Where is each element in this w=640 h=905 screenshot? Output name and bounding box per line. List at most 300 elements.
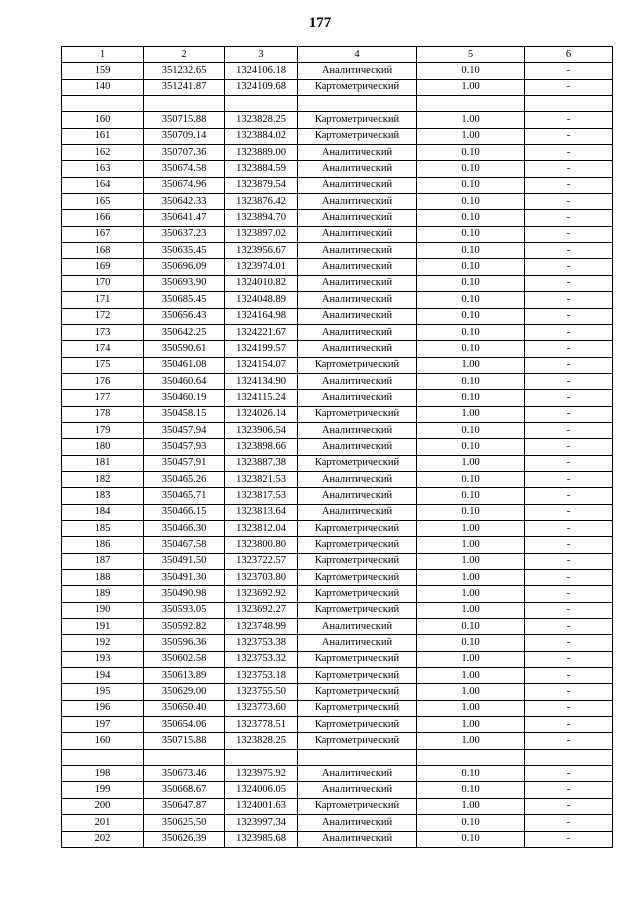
x-coordinate-cell: 350457.93 xyxy=(144,439,225,455)
method-cell: Картометрический xyxy=(298,112,417,128)
note-cell: - xyxy=(525,635,613,651)
accuracy-cell: 1.00 xyxy=(417,553,525,569)
method-cell: Картометрический xyxy=(298,668,417,684)
method-cell: Картометрический xyxy=(298,570,417,586)
note-cell: - xyxy=(525,324,613,340)
note-cell: - xyxy=(525,619,613,635)
method-cell: Аналитический xyxy=(298,308,417,324)
note-cell xyxy=(525,96,613,112)
table-row xyxy=(62,324,613,340)
y-coordinate-cell: 1323828.25 xyxy=(225,733,298,749)
y-coordinate-cell: 1323753.32 xyxy=(225,651,298,667)
y-coordinate-cell: 1323997.34 xyxy=(225,815,298,831)
note-cell: - xyxy=(525,292,613,308)
x-coordinate-cell: 350637.23 xyxy=(144,226,225,242)
x-coordinate-cell: 350715.88 xyxy=(144,733,225,749)
note-cell: - xyxy=(525,815,613,831)
accuracy-cell: 1.00 xyxy=(417,668,525,684)
method-cell: Аналитический xyxy=(298,488,417,504)
table-row xyxy=(62,504,613,520)
note-cell: - xyxy=(525,357,613,373)
table-row xyxy=(62,259,613,275)
x-coordinate-cell: 350491.50 xyxy=(144,553,225,569)
point-number-cell: 187 xyxy=(62,553,144,569)
table-row xyxy=(62,553,613,569)
note-cell: - xyxy=(525,390,613,406)
accuracy-cell: 1.00 xyxy=(417,406,525,422)
note-cell: - xyxy=(525,504,613,520)
y-coordinate-cell: 1323887.38 xyxy=(225,455,298,471)
accuracy-cell: 0.10 xyxy=(417,373,525,389)
y-coordinate-cell: 1323817.53 xyxy=(225,488,298,504)
y-coordinate-cell: 1323889.00 xyxy=(225,145,298,161)
method-cell: Картометрический xyxy=(298,455,417,471)
point-number-cell: 195 xyxy=(62,684,144,700)
table-row xyxy=(62,684,613,700)
point-number-cell: 176 xyxy=(62,373,144,389)
accuracy-cell: 1.00 xyxy=(417,79,525,95)
note-cell: - xyxy=(525,668,613,684)
x-coordinate-cell: 350467.58 xyxy=(144,537,225,553)
table-row xyxy=(62,537,613,553)
x-coordinate-cell xyxy=(144,96,225,112)
y-coordinate-cell: 1323800.80 xyxy=(225,537,298,553)
table-row xyxy=(62,210,613,226)
x-coordinate-cell: 350491.30 xyxy=(144,570,225,586)
note-cell: - xyxy=(525,259,613,275)
note-cell: - xyxy=(525,341,613,357)
table-row xyxy=(62,292,613,308)
x-coordinate-cell: 350590.61 xyxy=(144,341,225,357)
x-coordinate-cell: 350602.58 xyxy=(144,651,225,667)
note-cell: - xyxy=(525,112,613,128)
method-cell: Аналитический xyxy=(298,831,417,847)
x-coordinate-cell: 350593.05 xyxy=(144,602,225,618)
x-coordinate-cell: 350673.46 xyxy=(144,766,225,782)
accuracy-cell: 0.10 xyxy=(417,782,525,798)
column-header: 3 xyxy=(225,47,298,63)
table-body xyxy=(62,63,613,848)
method-cell: Аналитический xyxy=(298,635,417,651)
note-cell: - xyxy=(525,488,613,504)
x-coordinate-cell: 350647.87 xyxy=(144,798,225,814)
x-coordinate-cell: 350465.71 xyxy=(144,488,225,504)
accuracy-cell: 0.10 xyxy=(417,422,525,438)
table-row xyxy=(62,749,613,765)
note-cell: - xyxy=(525,651,613,667)
y-coordinate-cell: 1323722.57 xyxy=(225,553,298,569)
point-number-cell: 200 xyxy=(62,798,144,814)
accuracy-cell: 0.10 xyxy=(417,341,525,357)
method-cell: Аналитический xyxy=(298,145,417,161)
note-cell: - xyxy=(525,275,613,291)
y-coordinate-cell: 1324134.90 xyxy=(225,373,298,389)
y-coordinate-cell: 1323778.51 xyxy=(225,717,298,733)
point-number-cell: 160 xyxy=(62,112,144,128)
y-coordinate-cell: 1324109.68 xyxy=(225,79,298,95)
x-coordinate-cell: 350613.89 xyxy=(144,668,225,684)
method-cell: Аналитический xyxy=(298,226,417,242)
table-row xyxy=(62,194,613,210)
accuracy-cell: 0.10 xyxy=(417,619,525,635)
x-coordinate-cell: 350709.14 xyxy=(144,128,225,144)
y-coordinate-cell: 1324010.82 xyxy=(225,275,298,291)
y-coordinate-cell: 1324001.63 xyxy=(225,798,298,814)
method-cell: Картометрический xyxy=(298,798,417,814)
x-coordinate-cell xyxy=(144,749,225,765)
x-coordinate-cell: 350490.98 xyxy=(144,586,225,602)
table-row xyxy=(62,700,613,716)
accuracy-cell: 1.00 xyxy=(417,602,525,618)
x-coordinate-cell: 350674.96 xyxy=(144,177,225,193)
y-coordinate-cell: 1324164.98 xyxy=(225,308,298,324)
table-row xyxy=(62,308,613,324)
note-cell: - xyxy=(525,308,613,324)
y-coordinate-cell: 1323773.60 xyxy=(225,700,298,716)
note-cell: - xyxy=(525,700,613,716)
column-header: 4 xyxy=(298,47,417,63)
table-row xyxy=(62,455,613,471)
note-cell: - xyxy=(525,602,613,618)
y-coordinate-cell: 1324221.67 xyxy=(225,324,298,340)
accuracy-cell: 0.10 xyxy=(417,635,525,651)
x-coordinate-cell: 350460.19 xyxy=(144,390,225,406)
method-cell: Аналитический xyxy=(298,782,417,798)
table-row xyxy=(62,782,613,798)
y-coordinate-cell: 1323755.50 xyxy=(225,684,298,700)
point-number-cell: 183 xyxy=(62,488,144,504)
method-cell: Аналитический xyxy=(298,275,417,291)
method-cell: Аналитический xyxy=(298,422,417,438)
coordinates-table xyxy=(61,46,613,848)
y-coordinate-cell: 1323813.64 xyxy=(225,504,298,520)
y-coordinate-cell: 1323898.66 xyxy=(225,439,298,455)
table-row xyxy=(62,161,613,177)
accuracy-cell: 1.00 xyxy=(417,733,525,749)
note-cell: - xyxy=(525,766,613,782)
method-cell: Картометрический xyxy=(298,684,417,700)
note-cell: - xyxy=(525,243,613,259)
accuracy-cell: 1.00 xyxy=(417,455,525,471)
method-cell: Картометрический xyxy=(298,520,417,536)
accuracy-cell: 0.10 xyxy=(417,308,525,324)
table-row xyxy=(62,717,613,733)
method-cell: Картометрический xyxy=(298,357,417,373)
x-coordinate-cell: 350642.33 xyxy=(144,194,225,210)
table-row xyxy=(62,275,613,291)
accuracy-cell: 1.00 xyxy=(417,128,525,144)
y-coordinate-cell: 1323703.80 xyxy=(225,570,298,586)
point-number-cell: 197 xyxy=(62,717,144,733)
x-coordinate-cell: 350650.40 xyxy=(144,700,225,716)
note-cell xyxy=(525,749,613,765)
note-cell: - xyxy=(525,717,613,733)
method-cell xyxy=(298,749,417,765)
note-cell: - xyxy=(525,553,613,569)
accuracy-cell: 0.10 xyxy=(417,390,525,406)
point-number-cell: 184 xyxy=(62,504,144,520)
accuracy-cell: 0.10 xyxy=(417,471,525,487)
table-row xyxy=(62,145,613,161)
x-coordinate-cell: 350461.08 xyxy=(144,357,225,373)
y-coordinate-cell: 1324048.89 xyxy=(225,292,298,308)
table-row xyxy=(62,79,613,95)
method-cell: Картометрический xyxy=(298,586,417,602)
point-number-cell: 140 xyxy=(62,79,144,95)
table-row xyxy=(62,798,613,814)
point-number-cell: 199 xyxy=(62,782,144,798)
point-number-cell: 167 xyxy=(62,226,144,242)
table-row xyxy=(62,112,613,128)
x-coordinate-cell: 350457.94 xyxy=(144,422,225,438)
y-coordinate-cell xyxy=(225,749,298,765)
point-number-cell: 164 xyxy=(62,177,144,193)
table-row xyxy=(62,357,613,373)
y-coordinate-cell: 1323897.02 xyxy=(225,226,298,242)
y-coordinate-cell: 1324154.07 xyxy=(225,357,298,373)
x-coordinate-cell: 350458.15 xyxy=(144,406,225,422)
table-row xyxy=(62,668,613,684)
x-coordinate-cell: 350626.39 xyxy=(144,831,225,847)
table-row xyxy=(62,177,613,193)
point-number-cell: 198 xyxy=(62,766,144,782)
accuracy-cell: 0.10 xyxy=(417,504,525,520)
point-number-cell: 162 xyxy=(62,145,144,161)
x-coordinate-cell: 350625.50 xyxy=(144,815,225,831)
y-coordinate-cell: 1323974.01 xyxy=(225,259,298,275)
note-cell: - xyxy=(525,422,613,438)
x-coordinate-cell: 350707.36 xyxy=(144,145,225,161)
method-cell: Аналитический xyxy=(298,63,417,79)
point-number-cell xyxy=(62,96,144,112)
y-coordinate-cell: 1323884.02 xyxy=(225,128,298,144)
method-cell: Аналитический xyxy=(298,390,417,406)
accuracy-cell: 0.10 xyxy=(417,177,525,193)
y-coordinate-cell: 1323812.04 xyxy=(225,520,298,536)
x-coordinate-cell: 351241.87 xyxy=(144,79,225,95)
method-cell: Картометрический xyxy=(298,651,417,667)
x-coordinate-cell: 350460.64 xyxy=(144,373,225,389)
method-cell: Аналитический xyxy=(298,259,417,275)
x-coordinate-cell: 350685.45 xyxy=(144,292,225,308)
note-cell: - xyxy=(525,586,613,602)
y-coordinate-cell: 1324106.18 xyxy=(225,63,298,79)
note-cell: - xyxy=(525,177,613,193)
y-coordinate-cell: 1323985.68 xyxy=(225,831,298,847)
point-number-cell: 174 xyxy=(62,341,144,357)
method-cell: Аналитический xyxy=(298,210,417,226)
table-row xyxy=(62,471,613,487)
y-coordinate-cell: 1323884.59 xyxy=(225,161,298,177)
table-row xyxy=(62,766,613,782)
point-number-cell: 172 xyxy=(62,308,144,324)
method-cell: Картометрический xyxy=(298,128,417,144)
point-number-cell: 169 xyxy=(62,259,144,275)
method-cell: Аналитический xyxy=(298,194,417,210)
y-coordinate-cell: 1323753.18 xyxy=(225,668,298,684)
accuracy-cell: 0.10 xyxy=(417,243,525,259)
accuracy-cell: 1.00 xyxy=(417,684,525,700)
method-cell: Аналитический xyxy=(298,766,417,782)
accuracy-cell: 0.10 xyxy=(417,324,525,340)
method-cell: Аналитический xyxy=(298,439,417,455)
method-cell: Картометрический xyxy=(298,733,417,749)
table-row xyxy=(62,619,613,635)
accuracy-cell: 0.10 xyxy=(417,194,525,210)
x-coordinate-cell: 350642.25 xyxy=(144,324,225,340)
accuracy-cell: 0.10 xyxy=(417,766,525,782)
table-row xyxy=(62,733,613,749)
accuracy-cell xyxy=(417,96,525,112)
point-number-cell: 159 xyxy=(62,63,144,79)
table-row xyxy=(62,602,613,618)
x-coordinate-cell: 350654.06 xyxy=(144,717,225,733)
note-cell: - xyxy=(525,798,613,814)
accuracy-cell: 0.10 xyxy=(417,292,525,308)
method-cell: Аналитический xyxy=(298,815,417,831)
point-number-cell: 192 xyxy=(62,635,144,651)
note-cell: - xyxy=(525,831,613,847)
accuracy-cell: 0.10 xyxy=(417,145,525,161)
note-cell: - xyxy=(525,782,613,798)
x-coordinate-cell: 350457.91 xyxy=(144,455,225,471)
y-coordinate-cell xyxy=(225,96,298,112)
note-cell: - xyxy=(525,406,613,422)
point-number-cell: 170 xyxy=(62,275,144,291)
x-coordinate-cell: 350641.47 xyxy=(144,210,225,226)
table-row xyxy=(62,226,613,242)
method-cell: Картометрический xyxy=(298,602,417,618)
table-row xyxy=(62,422,613,438)
table-row xyxy=(62,520,613,536)
note-cell: - xyxy=(525,520,613,536)
accuracy-cell xyxy=(417,749,525,765)
accuracy-cell: 1.00 xyxy=(417,651,525,667)
point-number-cell: 163 xyxy=(62,161,144,177)
note-cell: - xyxy=(525,128,613,144)
accuracy-cell: 1.00 xyxy=(417,520,525,536)
x-coordinate-cell: 350465.26 xyxy=(144,471,225,487)
column-header: 1 xyxy=(62,47,144,63)
point-number-cell: 177 xyxy=(62,390,144,406)
y-coordinate-cell: 1324199.57 xyxy=(225,341,298,357)
accuracy-cell: 1.00 xyxy=(417,570,525,586)
method-cell: Картометрический xyxy=(298,700,417,716)
accuracy-cell: 0.10 xyxy=(417,226,525,242)
point-number-cell: 193 xyxy=(62,651,144,667)
table-row xyxy=(62,406,613,422)
y-coordinate-cell: 1323692.92 xyxy=(225,586,298,602)
accuracy-cell: 1.00 xyxy=(417,700,525,716)
note-cell: - xyxy=(525,161,613,177)
note-cell: - xyxy=(525,226,613,242)
note-cell: - xyxy=(525,63,613,79)
point-number-cell: 191 xyxy=(62,619,144,635)
note-cell: - xyxy=(525,455,613,471)
point-number-cell: 173 xyxy=(62,324,144,340)
x-coordinate-cell: 350674.58 xyxy=(144,161,225,177)
method-cell: Аналитический xyxy=(298,471,417,487)
point-number-cell: 201 xyxy=(62,815,144,831)
accuracy-cell: 0.10 xyxy=(417,831,525,847)
note-cell: - xyxy=(525,570,613,586)
table-row xyxy=(62,439,613,455)
table-row xyxy=(62,831,613,847)
table-row xyxy=(62,63,613,79)
point-number-cell: 188 xyxy=(62,570,144,586)
accuracy-cell: 0.10 xyxy=(417,275,525,291)
point-number-cell: 185 xyxy=(62,520,144,536)
y-coordinate-cell: 1323906.54 xyxy=(225,422,298,438)
note-cell: - xyxy=(525,537,613,553)
x-coordinate-cell: 350596.36 xyxy=(144,635,225,651)
x-coordinate-cell: 351232.65 xyxy=(144,63,225,79)
y-coordinate-cell: 1323879.54 xyxy=(225,177,298,193)
accuracy-cell: 0.10 xyxy=(417,210,525,226)
accuracy-cell: 1.00 xyxy=(417,586,525,602)
accuracy-cell: 1.00 xyxy=(417,798,525,814)
note-cell: - xyxy=(525,684,613,700)
x-coordinate-cell: 350592.82 xyxy=(144,619,225,635)
x-coordinate-cell: 350696.09 xyxy=(144,259,225,275)
y-coordinate-cell: 1323748.99 xyxy=(225,619,298,635)
method-cell: Аналитический xyxy=(298,243,417,259)
table-row xyxy=(62,96,613,112)
y-coordinate-cell: 1323692.27 xyxy=(225,602,298,618)
column-header: 5 xyxy=(417,47,525,63)
note-cell: - xyxy=(525,145,613,161)
table-row xyxy=(62,243,613,259)
point-number-cell xyxy=(62,749,144,765)
point-number-cell: 180 xyxy=(62,439,144,455)
y-coordinate-cell: 1323753.38 xyxy=(225,635,298,651)
method-cell: Аналитический xyxy=(298,341,417,357)
page-number: 177 xyxy=(308,15,332,31)
y-coordinate-cell: 1323821.53 xyxy=(225,471,298,487)
accuracy-cell: 1.00 xyxy=(417,357,525,373)
accuracy-cell: 0.10 xyxy=(417,439,525,455)
point-number-cell: 190 xyxy=(62,602,144,618)
method-cell: Картометрический xyxy=(298,79,417,95)
method-cell: Аналитический xyxy=(298,161,417,177)
table-row xyxy=(62,341,613,357)
y-coordinate-cell: 1323828.25 xyxy=(225,112,298,128)
table-row xyxy=(62,488,613,504)
note-cell: - xyxy=(525,439,613,455)
table-row xyxy=(62,373,613,389)
x-coordinate-cell: 350466.15 xyxy=(144,504,225,520)
accuracy-cell: 1.00 xyxy=(417,537,525,553)
accuracy-cell: 0.10 xyxy=(417,815,525,831)
table-row xyxy=(62,390,613,406)
table-row xyxy=(62,635,613,651)
x-coordinate-cell: 350668.67 xyxy=(144,782,225,798)
accuracy-cell: 0.10 xyxy=(417,161,525,177)
method-cell: Картометрический xyxy=(298,406,417,422)
method-cell: Картометрический xyxy=(298,553,417,569)
point-number-cell: 189 xyxy=(62,586,144,602)
method-cell: Аналитический xyxy=(298,373,417,389)
point-number-cell: 196 xyxy=(62,700,144,716)
point-number-cell: 194 xyxy=(62,668,144,684)
x-coordinate-cell: 350629.00 xyxy=(144,684,225,700)
point-number-cell: 178 xyxy=(62,406,144,422)
column-header: 2 xyxy=(144,47,225,63)
y-coordinate-cell: 1323894.70 xyxy=(225,210,298,226)
note-cell: - xyxy=(525,194,613,210)
note-cell: - xyxy=(525,210,613,226)
column-header: 6 xyxy=(525,47,613,63)
